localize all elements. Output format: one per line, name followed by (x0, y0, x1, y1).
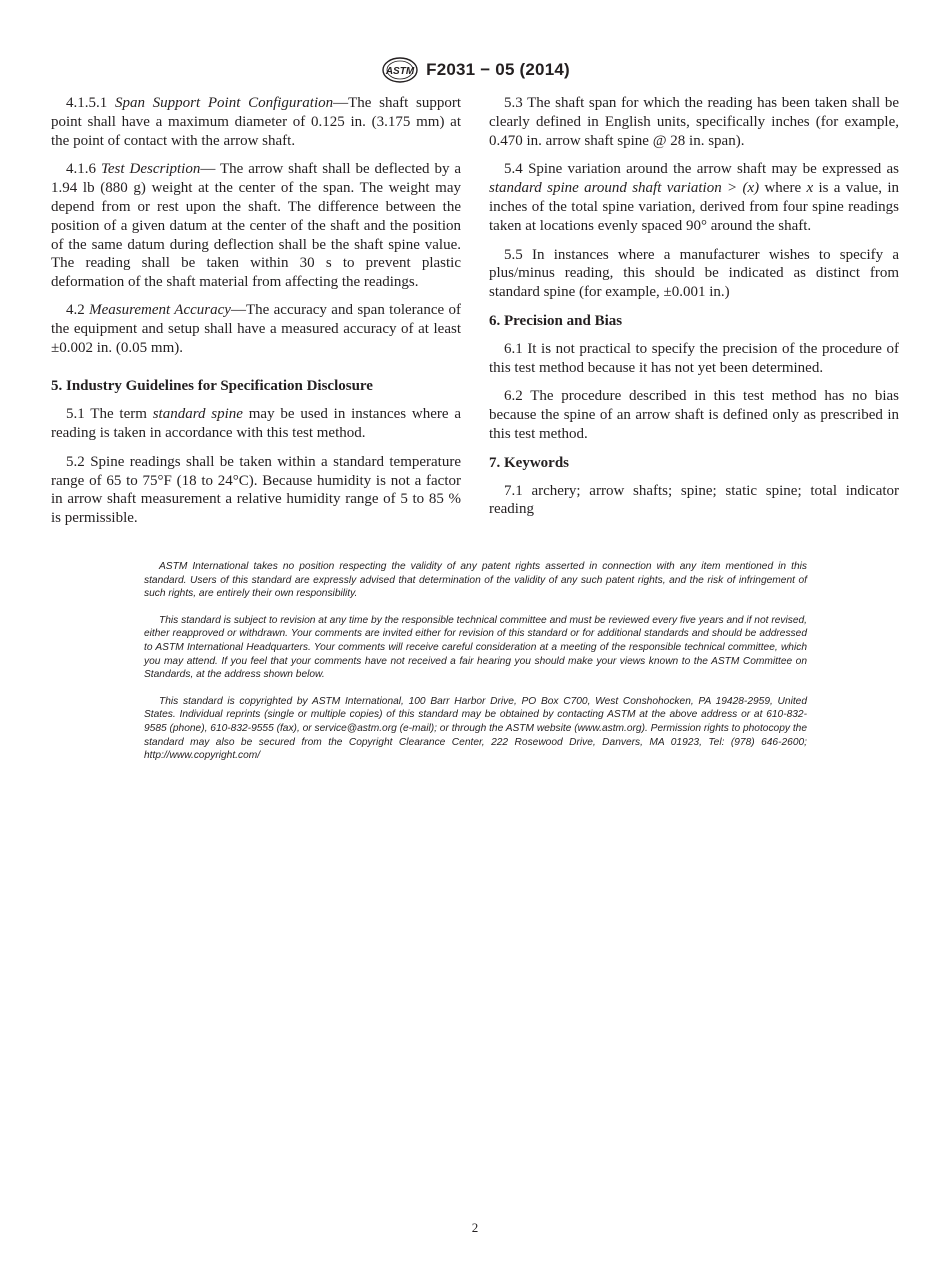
left-column (51, 94, 461, 538)
para-text: Spine variation around the arrow shaft may be expressed as (528, 161, 900, 178)
paragraph-6-1 (489, 340, 899, 378)
page-number: 2 (471, 1220, 479, 1235)
para-text: — The arrow shaft shall be deflected by a 1.94 lb (880 g) weight at the center of the span. The weight may depend from or rest upon the shaft. The difference between the position of a given datum at the center of the shaft and the position of the same datum during deflection shall be the shaft spine value. The reading shall be taken within 30 s to prevent plastic deformation of the shaft material from affecting the readings. (51, 161, 462, 291)
para-text: It is not practical to specify the precision of the procedure of this test method because it has not yet been determined. (489, 340, 899, 376)
para-number: 5.1 (66, 406, 85, 423)
para-number: 6.2 (504, 388, 523, 405)
revision-notice: This standard is subject to revision at any time by the responsible technical committee and must be reviewed every five years and if not revised, either reapproved or withdrawn. Your comments are invited either for revision of this standard or for additional standards and should be addressed to ASTM International Headquarters. Your comments will receive careful consideration at a meeting of the responsible technical committee, which you may attend. If you feel that your comments have not received a fair hearing you should make your views known to the ASTM Committee on Standards, at the address shown below. (144, 614, 807, 681)
para-text: In instances where a manufacturer wishes to specify a plus/minus reading, this should be indicated as distinct from standard spine (for example, ±0.001 in.) (489, 246, 900, 301)
section-7-heading: 7. Keywords (489, 454, 569, 471)
section-6-heading: 6. Precision and Bias (489, 312, 623, 329)
para-number: 5.3 (504, 95, 523, 111)
para-text: The term (90, 406, 147, 423)
para-number: 5.5 (504, 246, 523, 263)
paragraph-5-4 (489, 160, 899, 235)
para-number: 5.4 (504, 161, 523, 178)
copyright-notice: This standard is copyrighted by ASTM International, 100 Barr Harbor Drive, PO Box C700, West Conshohocken, PA 19428-2959, United States. Individual reprints (single or multiple copies) of this standard may be obtained by contacting ASTM at the above address or at 610-832-9585 (phone), 610-832-9555 (fax), or service@astm.org (e-mail); or through the ASTM website (www.astm.org). Permission rights to photocopy the standard may also be secured from the Copyright Clearance Center, 222 Rosewood Drive, Danvers, MA 01923, Tel: (978) 646-2600; http://www.copyright.com/ (144, 695, 807, 762)
para-text: —The accuracy and span tolerance of the equipment and setup shall have a measured accuracy of at least ±0.002 in. (0.05 mm). (51, 301, 462, 356)
para-text: may be used in instances where a reading is taken in accordance with this test method. (51, 406, 462, 441)
section-5-heading: 5. Industry Guidelines for Specification Disclosure (51, 378, 373, 395)
right-column (489, 94, 899, 529)
page-header (0, 56, 950, 84)
astm-notices (144, 560, 807, 776)
para-title: Span Support Point Configuration (114, 95, 334, 111)
para-number: 4.2 (66, 301, 85, 318)
para-text: Spine readings shall be taken within a standard temperature range of 65 to 75°F (18 to 24°C). Because humidity is not a factor in arrow shaft measurement a relative humidity range of 5 to 85 % is permissible. (51, 453, 462, 527)
paragraph-5-3 (489, 94, 899, 150)
term-shaft-variation: standard spine around shaft variation > (x) (489, 180, 760, 197)
astm-logo (380, 56, 420, 84)
logo-text: ASTM (385, 66, 415, 77)
paragraph-6-2 (489, 387, 899, 443)
para-number: 5.2 (66, 453, 85, 470)
term-standard-spine: standard spine (152, 406, 243, 423)
para-text: —The shaft support point shall have a maximum diameter of 0.125 in. (3.175 mm) at the point of contact with the arrow shaft. (51, 95, 462, 149)
para-title: Test Description (100, 161, 201, 178)
para-text: archery; arrow shafts; spine; static spine; total indicator reading (489, 482, 900, 518)
para-text: where (764, 180, 802, 197)
paragraph-7-1 (489, 482, 899, 520)
para-text: is a value, in inches of the total spine variation, derived from four spine readings taken at locations evenly spaced 90° around the shaft. (489, 180, 899, 234)
paragraph-4-1-6 (51, 160, 461, 292)
para-title: Measurement Accuracy (89, 301, 231, 318)
para-number: 6.1 (504, 340, 523, 357)
para-number: 4.1.5.1 (66, 95, 108, 111)
standard-designation: F2031 − 05 (2014) (426, 60, 570, 79)
para-text: The procedure described in this test method has no bias because the spine of an arrow shaft is defined only as prescribed in this test method. (489, 388, 900, 442)
para-text: The shaft span for which the reading has been taken shall be clearly defined in English units, specifically inches (for example, 0.470 in. arrow shaft spine @ 28 in. span). (489, 95, 899, 149)
paragraph-5-1 (51, 405, 461, 443)
paragraph-5-5 (489, 246, 899, 302)
variable-x: x (806, 180, 814, 197)
paragraph-5-2 (51, 453, 461, 528)
paragraph-4-2 (51, 301, 461, 357)
para-number: 7.1 (504, 482, 523, 499)
patent-notice: ASTM International takes no position respecting the validity of any patent rights asserted in connection with any item mentioned in this standard. Users of this standard are expressly advised that determination of the validity of any such patent rights, and the risk of infringement of such rights, are entirely their own responsibility. (144, 561, 807, 600)
paragraph-4-1-5-1 (51, 94, 461, 150)
para-number: 4.1.6 (66, 161, 96, 178)
